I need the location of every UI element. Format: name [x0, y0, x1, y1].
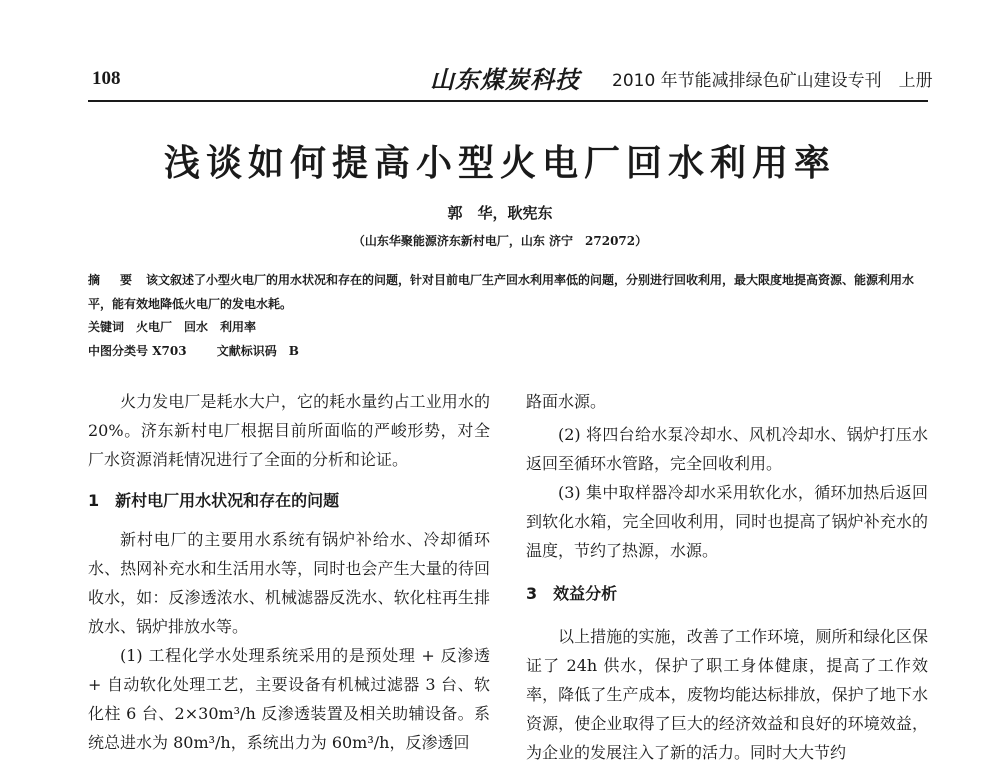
page-number: 108 [92, 68, 121, 89]
abstract-label: 摘 要 [88, 273, 137, 287]
doc-code: B [288, 344, 299, 358]
keywords-line [88, 318, 256, 335]
classification-line [88, 342, 299, 359]
issue-title: 2010 年节能减排绿色矿山建设专刊 上册 [612, 71, 933, 91]
keywords-label: 关键词 [88, 320, 125, 334]
item-1-paragraph: (1) 工程化学水处理系统采用的是预处理 + 反渗透 + 自动软化处理工艺，主要设备有机械过滤器 3 台、软化柱 6 台、2×30m³/h 反渗透装置及相关助辅设备。系统总进水为 80m³/h，系统出力为 60m³/h，反渗透回 [88, 646, 490, 752]
abstract [88, 268, 928, 316]
section-1-paragraph: 新村电厂的主要用水系统有锅炉补给水、冷却循环水、热网补充水和生活用水等，同时也会产生大量的待回收水，如：反渗透浓水、机械滤器反洗水、软化柱再生排放水、锅炉排放水等。 [88, 530, 490, 636]
continued-text: 路面水源。 [526, 392, 607, 411]
intro-paragraph: 火力发电厂是耗水大户，它的耗水量约占工业用水的 20%。济东新村电厂根据目前所面临的严峻形势，对全厂水资源消耗情况进行了全面的分析和论证。 [88, 392, 490, 469]
section-3-paragraph: 以上措施的实施，改善了工作环境，厕所和绿化区保证了 24h 供水，保护了职工身体健康，提高了工作效率，降低了生产成本，废物均能达标排放，保护了地下水资源，使企业取得了巨大的经济效益和良好的环境效益，为企业的发展注入了新的活力。同时大大节约 [526, 627, 928, 762]
section-3-heading: 3 效益分析 [526, 584, 618, 603]
article-authors: 郭 华，耿宪东 [447, 204, 553, 222]
body-column-right [526, 387, 928, 767]
class-label: 中图分类号 [88, 344, 149, 358]
keywords-text: 火电厂 回水 利用率 [136, 320, 257, 334]
doc-code-label: 文献标识码 [216, 344, 277, 358]
author-affiliation: （山东华聚能源济东新村电厂，山东 济宁 272072） [352, 234, 648, 248]
abstract-text: 该文叙述了小型火电厂的用水状况和存在的问题，针对目前电厂生产回水利用率低的问题，分别进行回收利用，最大限度地提高资源、能源利用水平，能有效地降低火电厂的发电水耗。 [88, 273, 915, 311]
header-rule [88, 100, 928, 102]
item-2-paragraph: (2) 将四台给水泵冷却水、风机冷却水、锅炉打压水返回至循环水管路，完全回收利用。 [526, 425, 928, 473]
body-column-left [88, 387, 490, 757]
journal-masthead: 山东煤炭科技 [430, 65, 580, 94]
section-1-heading: 1 新村电厂用水状况和存在的问题 [88, 491, 340, 510]
class-number: X703 [152, 344, 187, 358]
article-title: 浅谈如何提高小型火电厂回水利用率 [163, 142, 836, 184]
item-3-paragraph: (3) 集中取样器冷却水采用软化水，循环加热后返回到软化水箱，完全回收利用，同时也提高了锅炉补充水的温度，节约了热源，水源。 [526, 483, 928, 560]
